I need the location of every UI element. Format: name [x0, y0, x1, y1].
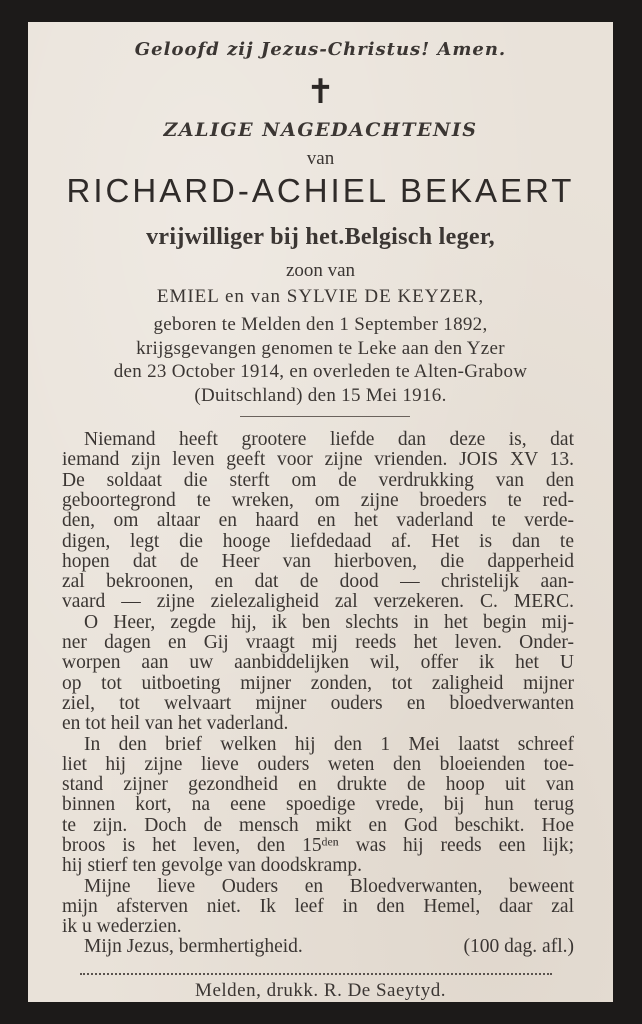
cross-icon: ✝: [306, 74, 335, 111]
bio-line: geboren te Melden den 1 September 1892,: [153, 314, 488, 335]
body-line: en tot heil van het vaderland.: [62, 713, 289, 735]
body-line: stand zijner gezondheid en drukte de hoop uit van: [62, 774, 574, 796]
parents-names: EMIEL en van SYLVIE DE KEYZER,: [156, 286, 485, 307]
deceased-name: RICHARD-ACHIEL BEKAERT: [66, 172, 575, 209]
body-line: mijn afsterven niet. Ik leef in den Hemel, daar zal: [62, 895, 574, 917]
body-line: ik u wederzien.: [62, 916, 182, 938]
body-line: geboortegrond te wreken, om zijne broeders te red-: [62, 489, 574, 511]
indulgence: (100 dag. afl.): [463, 936, 574, 957]
body-line: op tot uitboeting mijner zonden, tot zaligheid mijner: [62, 672, 574, 694]
deceased-role: vrijwilliger bij het.Belgisch leger,: [146, 224, 495, 250]
body-line: broos is het leven, den 15ᵈᵉⁿ was hij reeds een lijk;: [62, 835, 574, 856]
divider: [240, 416, 410, 417]
body-line: Niemand heeft grootere liefde dan deze is, dat: [84, 429, 574, 450]
motto: Geloofd zij Jezus-Christus! Amen.: [134, 39, 507, 60]
printer-credit: Melden, drukk. R. De Saeytyd.: [195, 980, 446, 1001]
bio-line: (Duitschland) den 15 Mei 1916.: [194, 385, 447, 406]
bio-line: den 23 October 1914, en overleden te Alten-Grabow: [113, 361, 528, 382]
memorial-card: [28, 22, 613, 1002]
body-line: In den brief welken hij den 1 Mei laatst schreef: [84, 733, 574, 755]
body-line: ner dagen en Gij vraagt mij reeds het leven. Onder-: [62, 632, 574, 653]
body-line: digen, legt die hooge liefdedaad af. Het is dan te: [62, 530, 574, 552]
van-label: van: [306, 148, 335, 169]
card-title: ZALIGE NAGEDACHTENIS: [163, 119, 478, 141]
body-line: De soldaat die sterft om de verdrukking van den: [62, 469, 574, 491]
bio-line: krijgsgevangen genomen te Leke aan den Yzer: [136, 338, 505, 359]
body-line: zal bekroonen, en dat de dood — christelijk aan-: [62, 571, 574, 593]
zoon-van-label: zoon van: [285, 260, 356, 281]
body-line: iemand zijn leven geeft voor zijne vrienden. JOIS XV 13.: [62, 449, 574, 471]
closing-line: [84, 936, 574, 958]
body-line: Mijne lieve Ouders en Bloedverwanten, beweent: [84, 875, 574, 897]
body-line: den, om altaar en haard en het vaderland te verde-: [62, 510, 574, 532]
body-line: binnen kort, na eene spoedige vrede, bij hun terug: [62, 794, 574, 816]
body-line: hij stierf ten gevolge van doodskramp.: [62, 855, 363, 877]
body-line: O Heer, zegde hij, ik ben slechts in het begin mij-: [84, 611, 574, 633]
body-line: vaard — zijne zielezaligheid zal verzekeren. C. MERC.: [62, 591, 574, 613]
body-line: te zijn. Doch de mensch mikt en God beschikt. Hoe: [62, 814, 574, 836]
dotted-divider: [80, 973, 552, 975]
body-line: liet hij zijne lieve ouders weten den bloeienden toe-: [62, 753, 574, 775]
body-line: worpen aan uw aanbiddelijken wil, offer ik het U: [62, 652, 574, 674]
body-line: hopen dat de Heer van hierboven, die dapperheid: [62, 550, 574, 572]
body-line: ziel, tot welvaart mijner ouders en bloedverwanten: [62, 692, 574, 714]
prayer: Mijn Jezus, bermhertigheid.: [84, 936, 303, 957]
